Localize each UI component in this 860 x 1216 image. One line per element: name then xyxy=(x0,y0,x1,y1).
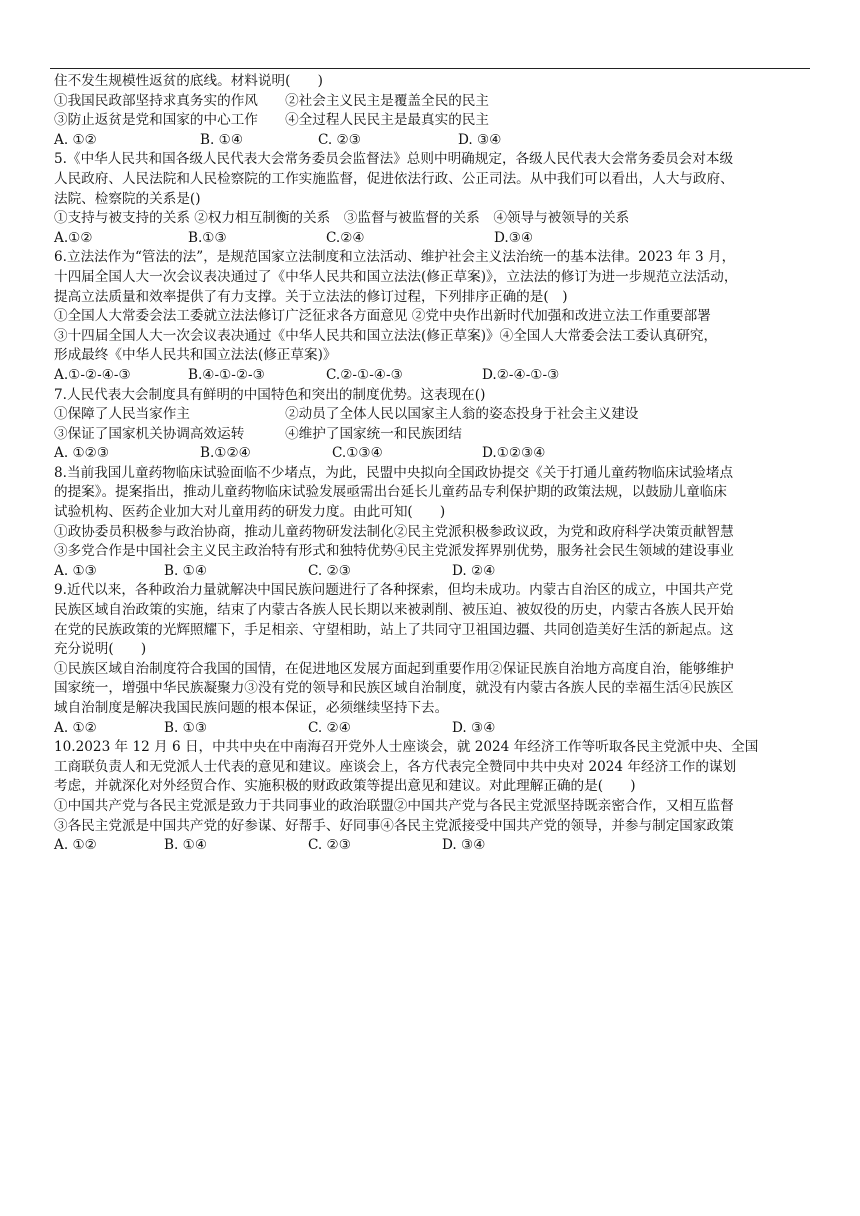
option-c: C. ②③ xyxy=(308,562,351,579)
question-list xyxy=(54,72,814,856)
question-text-line: 的提案》。提案指出，推动儿童药物临床试验发展亟需出台延长儿童药品专利保护期的政策法规，以鼓励儿童临床 xyxy=(54,484,727,501)
question-8 xyxy=(54,464,814,582)
option-b: B.①②④ xyxy=(200,445,251,462)
question-text-line: 工商联负责人和无党派人士代表的意见和建议。座谈会上，各方代表完全赞同中共中央对 2024 年经济工作的谋划 xyxy=(54,758,737,775)
option-d: D. ②④ xyxy=(452,562,496,579)
option-b: B. ①④ xyxy=(200,131,244,148)
question-5 xyxy=(54,150,814,248)
option-b: B. ①④ xyxy=(164,562,208,579)
question-text-line: 民族区域自治政策的实施，结束了内蒙古各族人民长期以来被剥削、被压迫、被奴役的历史，内蒙古各族人民开始 xyxy=(54,602,734,619)
option-a: A. ①②③ xyxy=(54,445,110,462)
question-text-line: 人民政府、人民法院和人民检察院的工作实施监督，促进依法行政、公正司法。从中我们可以看出，人大与政府、 xyxy=(54,170,734,187)
question-text-line: 8.当前我国儿童药物临床试验面临不少堵点，为此，民盟中央拟向全国政协提交《关于打通儿童药物临床试验堵点 xyxy=(54,464,734,481)
question-text-line: 7.人民代表大会制度具有鲜明的中国特色和突出的制度优势。这表现在() xyxy=(54,386,486,403)
option-d: D.③④ xyxy=(494,229,534,246)
statement-line: ①支持与被支持的关系 ②权力相互制衡的关系 ③监督与被监督的关系 ④领导与被领导的关系 xyxy=(54,210,630,227)
statement-line: 形成最终《中华人民共和国立法法(修正草案)》 xyxy=(54,347,337,364)
statement-line: ①政协委员积极参与政治协商，推动儿童药物研发法制化②民主党派积极参政议政，为党和政府科学决策贡献智慧 xyxy=(54,523,734,540)
option-b: B.①③ xyxy=(188,229,227,246)
question-text-line: 提高立法质量和效率提供了有力支撑。关于立法法的修订过程，下列排序正确的是( ) xyxy=(54,288,568,305)
question-9 xyxy=(54,581,814,738)
option-b: B. ①③ xyxy=(164,719,208,736)
answer-options xyxy=(54,562,814,582)
option-a: A. ①③ xyxy=(54,562,97,579)
question-text-line: 10.2023 年 12 月 6 日，中共中央在中南海召开党外人士座谈会，就 2024 年经济工作等听取各民主党派中央、全国 xyxy=(54,739,759,756)
option-b: B. ①④ xyxy=(164,837,208,854)
question-4 xyxy=(54,72,814,150)
question-text-line: 9.近代以来，各种政治力量就解决中国民族问题进行了各种探索，但均未成功。内蒙古自治区的成立，中国共产党 xyxy=(54,582,734,599)
header-rule xyxy=(50,68,810,69)
question-text-line: 在党的民族政策的光辉照耀下，手足相亲、守望相助，站上了共同守卫祖国边疆、共同创造美好生活的新起点。这 xyxy=(54,621,734,638)
option-c: C. ②④ xyxy=(308,719,351,736)
option-c: C.①③④ xyxy=(332,445,383,462)
answer-options xyxy=(54,444,814,464)
statement-line: ③各民主党派是中国共产党的好参谋、好帮手、好同事④各民主党派接受中国共产党的领导，并参与制定国家政策 xyxy=(54,817,734,834)
option-a: A.①② xyxy=(54,229,93,246)
statement-line: ③多党合作是中国社会主义民主政治特有形式和独特优势④民主党派发挥界别优势，服务社会民生领域的建设事业 xyxy=(54,543,734,560)
answer-options xyxy=(54,131,814,151)
option-c: C. ②③ xyxy=(318,131,361,148)
answer-options xyxy=(54,366,814,386)
option-c: C.②-①-④-③ xyxy=(326,366,403,383)
option-a: A. ①② xyxy=(54,131,97,148)
option-c: C.②④ xyxy=(326,229,365,246)
option-a: A. ①② xyxy=(54,719,97,736)
question-text-line: 试验机构、医药企业加大对儿童用药的研发力度。由此可知( ) xyxy=(54,504,446,521)
option-a: A.①-②-④-③ xyxy=(54,366,131,383)
option-d: D. ③④ xyxy=(452,719,496,736)
statement-line: ①我国民政部坚持求真务实的作风 ②社会主义民主是覆盖全民的民主 xyxy=(54,92,489,109)
answer-options xyxy=(54,229,814,249)
statement-line: ①保障了人民当家作主 ②动员了全体人民以国家主人翁的姿态投身于社会主义建设 xyxy=(54,406,639,423)
answer-options xyxy=(54,836,814,856)
option-d: D.①②③④ xyxy=(482,445,546,462)
option-d: D. ③④ xyxy=(458,131,502,148)
question-7 xyxy=(54,386,814,464)
statement-line: ③防止返贫是党和国家的中心工作 ④全过程人民民主是最真实的民主 xyxy=(54,112,489,129)
option-c: C. ②③ xyxy=(308,837,351,854)
question-text-line: 充分说明( ) xyxy=(54,641,147,658)
statement-line: ③十四届全国人大一次会议表决通过《中华人民共和国立法法(修正草案)》④全国人大常委会法工委认真研究， xyxy=(54,327,718,344)
question-text-line: 住不发生规模性返贫的底线。材料说明( ) xyxy=(54,73,323,89)
question-10 xyxy=(54,738,814,856)
statement-line: 域自治制度是解决我国民族问题的根本保证，必须继续坚持下去。 xyxy=(54,700,449,716)
statement-line: ①全国人大常委会法工委就立法法修订广泛征求各方面意见 ②党中央作出新时代加强和改进立法工作重要部署 xyxy=(54,308,711,325)
statement-line: ①民族区域自治制度符合我国的国情，在促进地区发展方面起到重要作用②保证民族自治地方高度自治，能够维护 xyxy=(54,660,734,677)
question-text-line: 6.立法法作为“管法的法”，是规范国家立法制度和立法活动、维护社会主义法治统一的基本法律。2023 年 3 月， xyxy=(54,249,736,266)
option-d: D. ③④ xyxy=(442,837,486,854)
option-a: A. ①② xyxy=(54,837,97,854)
answer-options xyxy=(54,719,814,739)
option-d: D.②-④-①-③ xyxy=(482,366,560,383)
statement-line: ①中国共产党与各民主党派是致力于共同事业的政治联盟②中国共产党与各民主党派坚持既亲密合作，又相互监督 xyxy=(54,797,734,814)
question-text-line: 法院、检察院的关系是() xyxy=(54,190,201,207)
question-text-line: 考虑，并就深化对外经贸合作、实施积极的财政政策等提出意见和建议。对此理解正确的是( ) xyxy=(54,778,636,795)
question-text-line: 十四届全国人大一次会议表决通过了《中华人民共和国立法法(修正草案)》，立法法的修订为进一步规范立法活动， xyxy=(54,268,738,285)
option-b: B.④-①-②-③ xyxy=(188,366,265,383)
statement-line: 国家统一，增强中华民族凝聚力③没有党的领导和民族区域自治制度，就没有内蒙古各族人民的幸福生活④民族区 xyxy=(54,680,734,697)
question-text-line: 5.《中华人民共和国各级人民代表大会常务委员会监督法》总则中明确规定，各级人民代表大会常务委员会对本级 xyxy=(54,151,734,168)
statement-line: ③保证了国家机关协调高效运转 ④维护了国家统一和民族团结 xyxy=(54,425,462,442)
question-6 xyxy=(54,248,814,385)
